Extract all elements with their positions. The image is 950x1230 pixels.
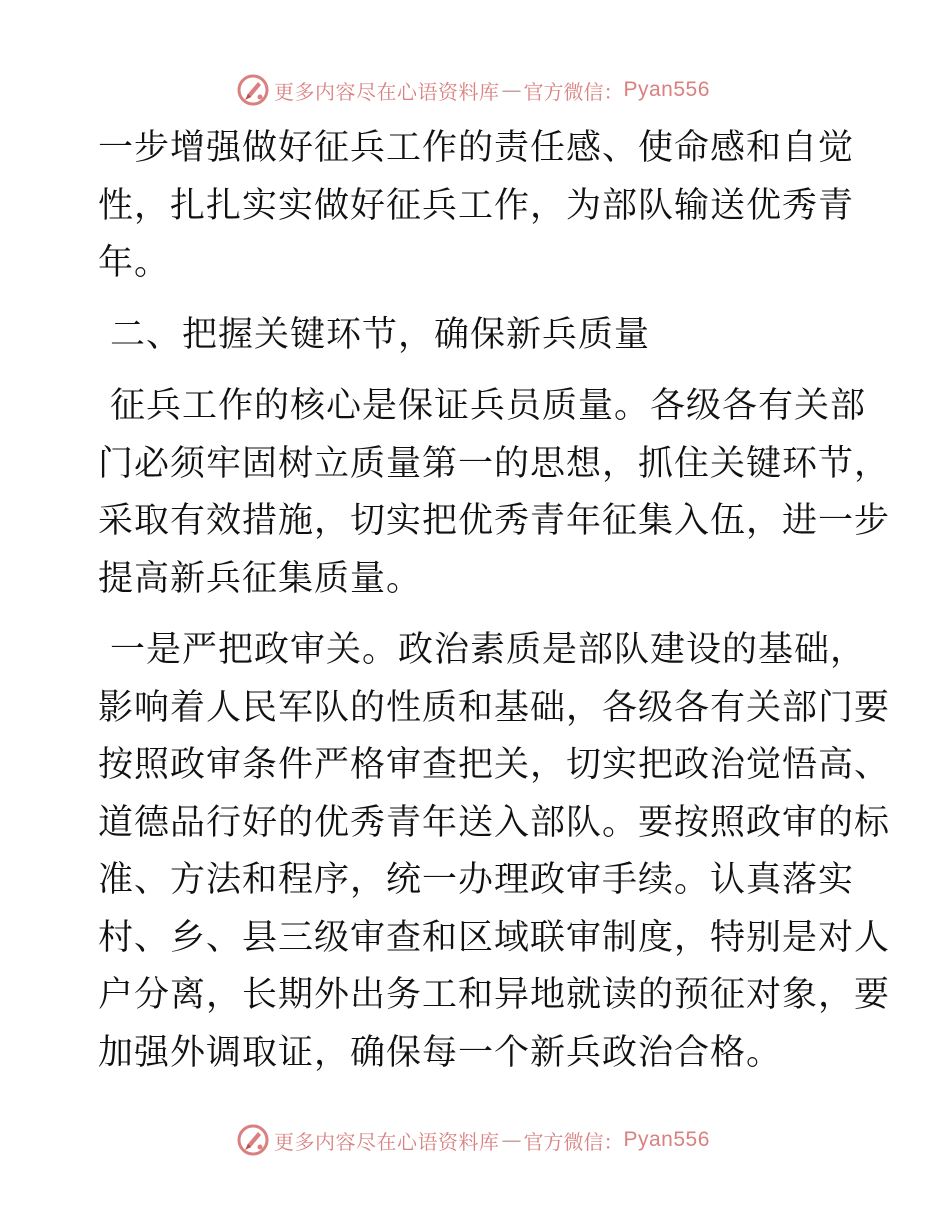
watermark-dash: — [501,1128,522,1152]
text-line: 道德品行好的优秀青年送入部队。要按照政审的标 [98,802,891,843]
watermark-wechat-id: Pyan556 [623,1128,710,1151]
text-line: 一是严把政审关。政治素质是部队建设的基础， [110,630,867,670]
brand-logo-icon [236,73,270,107]
watermark-brand-text: 更多内容尽在心语资料库 [274,79,500,104]
paragraph-continuation [98,120,858,293]
text-line: 加强外调取证，确保每一个新兵政治合格。 [98,1032,783,1073]
paragraph-political-review [98,622,891,1082]
watermark-brand-text: 更多内容尽在心语资料库 [274,1129,500,1154]
watermark-wechat-label: 官方微信： [523,1129,624,1154]
heading-line: 二、把握关键环节，确保新兵质量 [110,314,651,355]
text-line: 提高新兵征集质量。 [98,558,423,599]
paragraph-quality-core [98,378,891,608]
header-watermark [236,72,756,108]
footer-watermark [236,1122,756,1158]
text-line: 影响着人民军队的性质和基础，各级各有关部门要 [98,687,891,728]
text-line: 准、方法和程序，统一办理政审手续。认真落实 [98,860,855,900]
text-line: 采取有效措施，切实把优秀青年征集入伍，进一步 [98,501,891,541]
text-line: 年。 [98,243,171,283]
watermark-wechat-id: Pyan556 [623,78,710,101]
text-line: 户分离，长期外出务工和异地就读的预征对象，要 [98,975,891,1015]
text-line: 性，扎扎实实做好征兵工作，为部队输送优秀青 [98,185,855,226]
brand-logo-icon [236,1123,270,1157]
watermark-wechat-label: 官方微信： [523,79,624,104]
text-line: 村、乡、县三级审查和区域联审制度，特别是对人 [98,917,891,958]
watermark-dash: — [501,78,522,102]
text-line: 征兵工作的核心是保证兵员质量。各级各有关部 [110,386,867,426]
section-heading [98,307,858,365]
text-line: 按照政审条件严格审查把关，切实把政治觉悟高、 [98,745,891,785]
text-line: 门必须牢固树立质量第一的思想，抓住关键环节， [98,443,891,484]
text-line: 一步增强做好征兵工作的责任感、使命感和自觉 [98,128,855,168]
document-body [98,120,891,1082]
